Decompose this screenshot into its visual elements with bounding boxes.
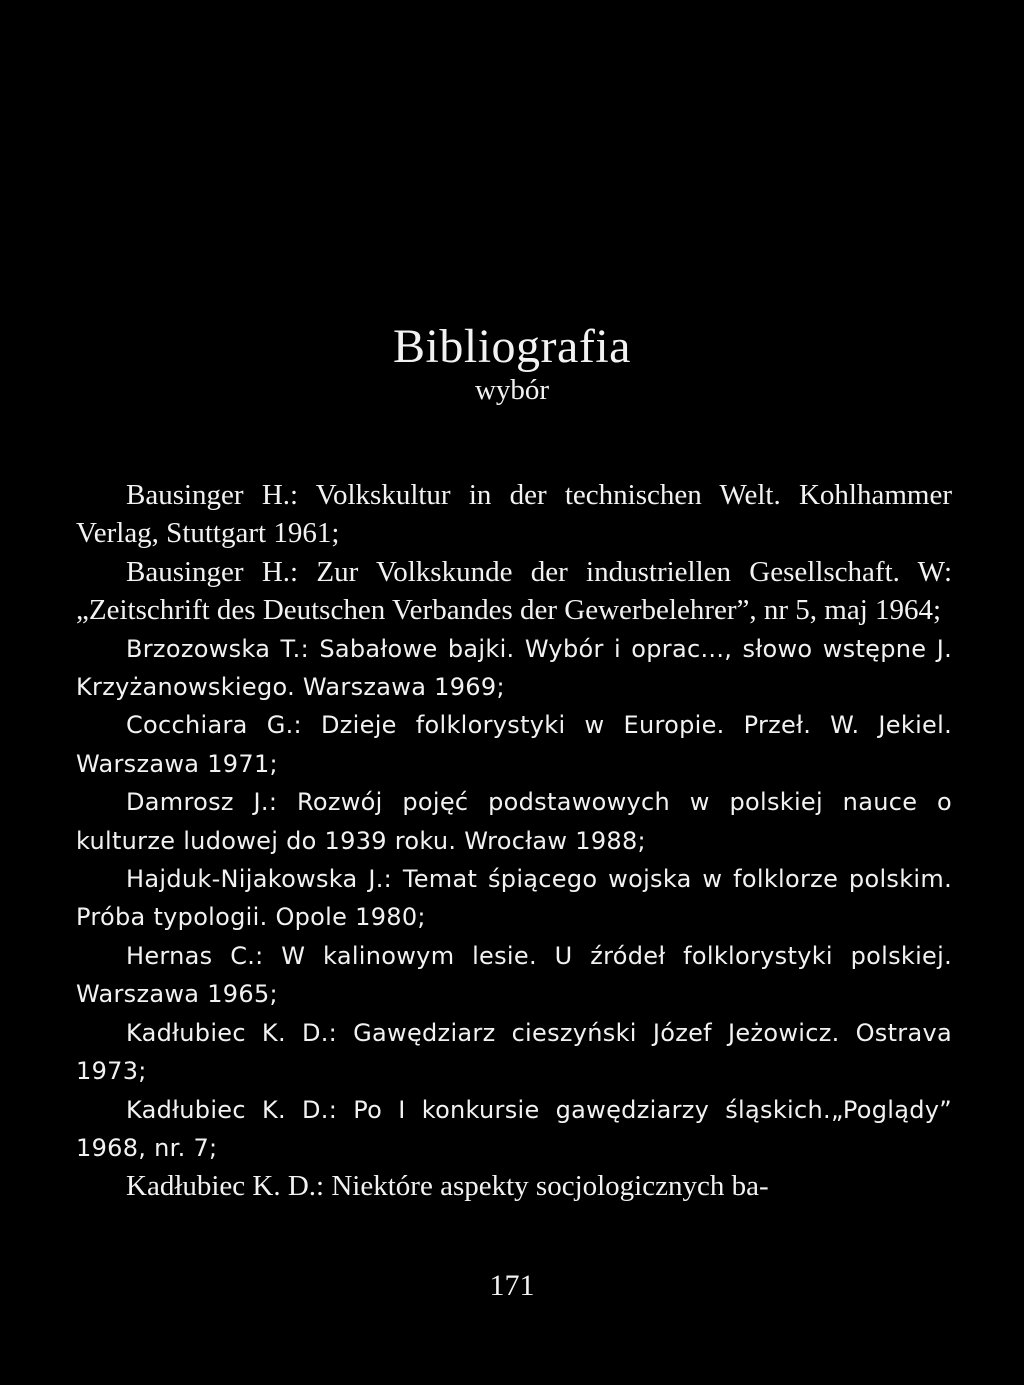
bibliography-list (76, 476, 952, 1206)
bibliography-entry: Bausinger H.: Volkskultur in der technischen Welt. Kohlhammer Verlag, Stuttgart 1961; (76, 479, 952, 550)
bibliography-entry: Kadłubiec K. D.: Niektóre aspekty socjologicznych ba- (126, 1170, 769, 1203)
page-subtitle: wybór (474, 374, 550, 406)
bibliography-entry: Damrosz J.: Rozwój pojęć podstawowych w polskiej nauce o kulturze ludowej do 1939 roku. Wrocław 1988; (76, 788, 952, 855)
bibliography-entry: Hajduk-Nijakowska J.: Temat śpiącego wojska w folklorze polskim. Próba typologii. Opole 1980; (76, 865, 952, 932)
bibliography-entry: Hernas C.: W kalinowym lesie. U źródeł folklorystyki polskiej. Warszawa 1965; (76, 941, 952, 1009)
page-title: Bibliografia (393, 320, 631, 373)
bibliography-entry: Bausinger H.: Zur Volkskunde der industriellen Gesellschaft. W: „Zeitschrift des Deutschen Verbandes der Gewerbelehrer”, nr 5, maj 1964; (76, 555, 952, 627)
bibliography-entry: Kadłubiec K. D.: Gawędziarz cieszyński Józef Jeżowicz. Ostrava 1973; (76, 1018, 952, 1086)
bibliography-entry: Brzozowska T.: Sabałowe bajki. Wybór i oprac..., słowo wstępne J. Krzyżanowskiego. Warszawa 1969; (76, 634, 952, 702)
page-number: 171 (489, 1269, 535, 1302)
bibliography-entry: Kadłubiec K. D.: Po I konkursie gawędziarzy śląskich.„Poglądy” 1968, nr. 7; (76, 1095, 952, 1162)
bibliography-entry: Cocchiara G.: Dzieje folklorystyki w Europie. Przeł. W. Jekiel. Warszawa 1971; (76, 711, 952, 778)
